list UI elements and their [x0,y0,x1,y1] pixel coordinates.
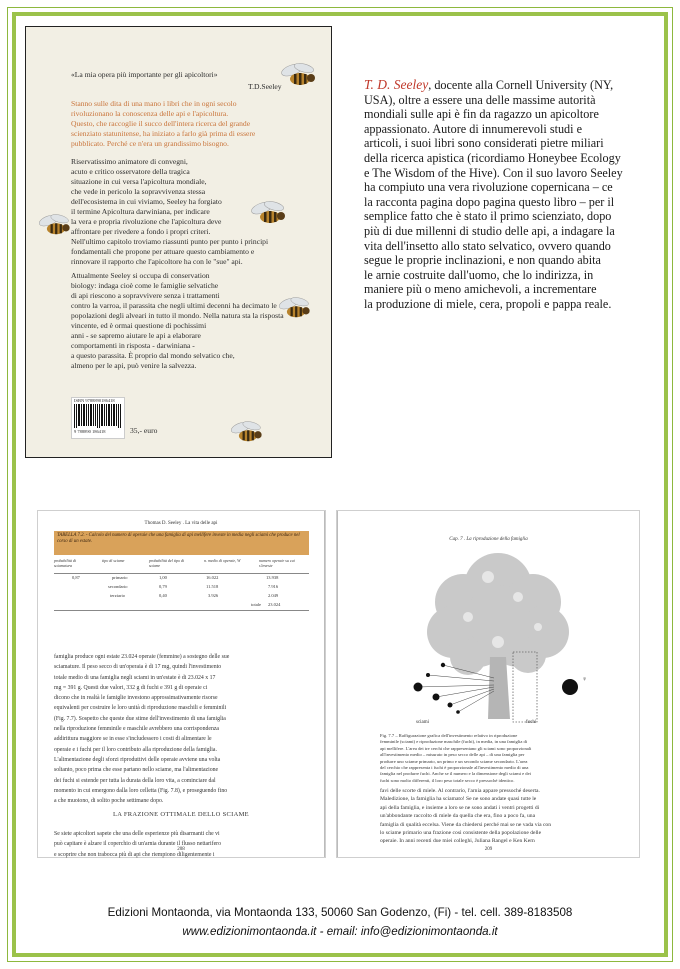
isbn-barcode [71,397,125,439]
body-line: dei fuchi si estende per tutta la durata della loro vita, a cominciare dal [54,777,216,784]
intro-line: Stanno sulle dita di una mano i libri che in ogni secolo [71,99,237,108]
left-page [38,511,325,857]
cover-price: 35,- euro [130,426,158,435]
body-line: sciamature. Il peso secco di un'operaia è di 17 mg, quindi l'investimento [54,664,222,671]
left-body [54,652,310,806]
caption-line: del cerchio che rappresenta i fuchi è proporzionale all'investimento medio di una [380,765,529,771]
body-line: api della famiglia, e insieme a loro se ne sono andati i ventri progetti di [380,804,540,811]
desc-line: mondiali sulle api è fin da ragazzo un apicoltore [364,107,599,122]
body-line: fondamentali che propone per attuare questo cambiamento e [71,247,255,256]
body-line: a che muoiono, di solito poche settimane dopo. [54,798,164,805]
table-header: numero operaie su cui s'investe [259,558,295,568]
desc-line: USA), oltre a essere una delle massime autorità [364,92,596,107]
left-after-body [54,829,310,860]
right-body [380,787,630,846]
bee-illustration [278,61,322,91]
body-line: favi delle scorte di miele. Al contrario, l'arnia appare pressoché deserta. [380,788,540,794]
table-cell: 3.926 [208,593,219,598]
cover-quote-author: T.D.Seeley [248,82,282,91]
table-cell: 0,79 [159,584,167,589]
publisher-contacts: www.edizionimontaonda.it - email: info@edizionimontaonda.it [182,925,498,938]
body-line: comportamenti in risposta - darwiniana - [71,341,195,350]
publisher-address: Edizioni Montaonda, via Montaonda 133, 50060 San Godenzo, (Fi) - tel. cell. 389-8183508 [107,906,573,919]
body-line: L'alimentazione degli sforzi riproduttivi delle operaie avviene una volta [54,756,221,763]
desc-line: ha compiuto una vera rivoluzione copernicana – ce [364,180,613,195]
table-cell: 0,40 [159,593,167,598]
label-swarms: sciami [416,720,430,725]
right-page [337,511,639,857]
desc-line: maniere più o meno amichevoli, a incrementare [364,282,597,297]
desc-line: semplice fatto che è stato il primo scienziato, dopo [364,209,612,224]
body-line: famiglia produce ogni estate 23.024 operaie (femmine) a sostegno delle sue [54,654,230,660]
table-caption-box [54,531,309,555]
body-line: a questo parassita. È proprio dal mondo selvatico che, [71,351,235,360]
barcode-digits: 9 788890 186418 [74,429,106,434]
table-cell: 11.518 [206,584,219,589]
intro-line: scienziato statunitense, ha iniziato a farlo già prima di essere [71,129,256,138]
label-female: ♀ [582,675,588,683]
body-line: Se siete apicoltori sapete che una delle esperienze più disarmanti che vi [54,831,220,837]
desc-line: della ricerca apistica (ricordiamo Honeybee Ecology [364,150,621,165]
body-line: operaie e i fuchi per il loro contributo alla riproduzione della famiglia. [54,746,217,753]
table-row [54,574,309,583]
table-cell: 1,00 [159,575,167,580]
isbn-text: ISBN 9788890186418 [74,398,115,403]
table-cell: secondario [108,584,128,589]
bee-illustration [228,419,268,447]
table-caption: TABELLA 7.2. - Calcolo del numero di operaie che una famiglia di api mellifere investe in media negli sciami che produce nel corso di un estate. [57,533,300,544]
left-running-head: Thomas D. Seeley . La vita delle api [144,521,218,526]
table-row [54,592,309,601]
body-line: (Fig. 7.7). Sospetto che queste due stime dell'investimento di una famiglia [54,715,226,722]
caption-line: femminile (sciami) e riproduzione maschile (fuchi), in media, in una famiglia di [380,739,528,745]
desc-line: vita dell'insetto allo stato selvatico, ovvero quando [364,238,611,253]
book-back-cover [25,26,332,458]
caption-line: fuchi sono molto differenti, il loro peso totale secco è pressoché identico. [380,777,515,783]
desc-line: appassionato. Autore di innumerevoli studi e [364,121,582,136]
table-cell: 7.916 [268,584,279,589]
table-cell: primario [112,575,128,580]
body-line: soltanto, poco prima che esse partano nello sciame, ma l'alimentazione [54,767,219,774]
table-7-2 [54,531,309,611]
body-line: il termine Apicoltura darwiniana, per indicare [71,207,210,216]
body-line: e scoprire che non trabocca più di api che riempiono diligentemente i [54,851,215,858]
table-cell: terziario [110,593,125,598]
table-total-value: 23.024 [268,602,281,607]
bee-illustration [248,199,292,229]
caption-line: api mellifere. L'area dei tre cerchi che rappresentano gli sciami sono proporzionali [380,745,532,751]
body-line: acuto e critico osservatore della tragica [71,167,190,176]
cover-intro [71,99,255,149]
desc-line: segue le proprie inclinazioni, e non quando abita [364,253,601,268]
caption-line: famiglia nel produrre fuchi. Anche se il numero e la dimensione degli sciami e dei [380,771,531,777]
author-name: T. D. Seeley [364,77,429,92]
desc-line: le arnie costruite dall'uomo, che lo indirizza, in [364,267,594,282]
tree-illustration [398,547,598,727]
intro-line: pubblicato. Perché ce n'era un grandissimo bisogno. [71,139,229,148]
body-line: la vera e propria rivoluzione che l'apicoltura deve [71,217,222,226]
body-line: che vede in pericolo la sopravvivenza stessa [71,187,206,196]
caption-line: all'investimento medio – misurato in peso secco delle api – di una famiglia per [380,752,525,758]
desc-text: , docente alla Cornell University (NY, [428,78,614,92]
body-line: di api riescono a sopravvivere senza i trattamenti [71,291,220,300]
body-line: affrontare per rivedere a fondo i propri criteri. [71,227,211,236]
table-header: probabilità del tipo di sciame [149,558,185,568]
body-line: Maledizione, la famiglia ha sciamato! Se ne sono andate quasi tutte le [380,796,537,803]
desc-line: articoli, i suoi libri sono considerati pietre miliari [364,136,604,151]
table-cell: 16.022 [206,575,219,580]
table-cell: 13.938 [266,575,279,580]
figure-caption [380,733,628,784]
table-total-row [54,601,309,611]
body-line: dell'ecosistema in cui viviamo, Seeley ha forgiato [71,197,222,206]
body-line: contro la varroa, il parassita che negli ultimi decenni ha decimato le [71,301,277,310]
intro-line: Questo, che raccoglie il succo dell'intera ricerca del grande [71,119,251,128]
desc-line: e The Wisdom of the Hive). Con il suo lavoro Seeley [364,165,623,180]
cover-quote: «La mia opera più importante per gli apicoltori» [71,70,218,79]
table-row [54,583,309,592]
body-line: addirittura maggiore se in esse s'includessero i costi di alimentare le [54,736,212,743]
barcode-bars [74,404,122,428]
body-line: famiglia di qualità eccelsa. Viene da chiedersi perché mai se ne vada via con [380,821,552,828]
table-header: tipo di sciame [102,558,125,563]
table-total-label: totale [251,602,261,607]
body-line: almeno per le api, può venire la salvezza. [71,361,197,370]
cover-body-1 [71,157,268,267]
body-line: rinnovare il rapporto che l'apicoltore ha con le "sue" api. [71,257,243,266]
table-header: n. medio di operaie, W [204,558,241,563]
body-line: equivalenti per costruire le loro unità di riproduzione maschili e femminili [54,705,227,712]
body-line: Riservatissimo animatore di convegni, [71,157,188,166]
body-line: un'abbondante raccolto di miele da quella che era, fino a poco fa, una [380,813,536,820]
label-drones: fuchi [526,720,537,725]
body-line: mg = 391 g. Questi due valori, 332 g di fuchi e 391 g di operaie ci [54,684,208,691]
body-line: momento in cui emergono dalla loro celletta (Fig. 7.8), e proseguendo fino [54,787,228,794]
body-line: popolazioni degli alveari in tutto il mondo. Nella natura sta la risposta [71,311,284,320]
right-page-number: 209 [484,847,493,852]
book-spread [38,511,638,857]
right-running-head: Cap. 7 . La riproduzione della famiglia [449,537,528,542]
body-line: può capitare è alzare il coperchio di un'arnia durante il flusso nettarifero [54,841,221,848]
bee-illustration [36,212,76,240]
section-title: LA FRAZIONE OTTIMALE DELLO SCIAME [113,811,249,818]
table-cell: 0,87 [72,575,80,580]
left-page-number: 208 [177,847,185,852]
table-cell: 2.049 [268,593,279,598]
caption-line: produrre uno sciame primario, un primo e un secondo sciame secondario. L'area [380,758,528,764]
body-line: Nell'ultimo capitolo troviamo riassunti punto per punto i principi [71,237,269,246]
caption-line: Fig. 7.7 – Raffigurazione grafica dell'investimento relativo in riproduzione [380,733,518,738]
body-line: lo sciame primario una frazione così consistente della popolazione delle [380,830,542,837]
body-line: situazione in cui versa l'apicoltura mondiale, [71,177,207,186]
desc-line-1 [364,78,652,93]
body-line: operaie. In anni recenti due miei colleghi, Juliana Rangel e Ken Kern [380,838,535,845]
bee-illustration [276,295,316,323]
desc-line: la racconta pagina dopo pagina questo libro – per il [364,194,615,209]
body-line: dicono che in realtà le famiglie investono approssimativamente risorse [54,695,218,702]
body-line: totale medio di una famiglia negli sciami in un'estate è di 23.024 x 17 [54,674,216,681]
desc-line: la produzione di miele, cera, propoli e pappa reale. [364,296,612,311]
body-line: Attualmente Seeley si occupa di conservation [71,271,210,280]
body-line: biology: indaga cioè come le famiglie selvatiche [71,281,219,290]
author-description [364,78,652,312]
body-line: nella riproduzione femminile e maschile avrebbero una corrispondenza [54,726,219,733]
cover-body-2 [71,271,284,371]
body-line: vincente, ed è ormai questione di pochissimi [71,321,207,330]
desc-line: più di due millenni di studio delle api, a indagare la [364,223,615,238]
intro-line: rivoluzionano la conoscenza delle api e l'apicoltura. [71,109,229,118]
body-line: anni - se sapremo aiutare le api a elaborare [71,331,201,340]
table-header-row [54,555,309,574]
table-header: probabilità di sciamatura [54,558,76,568]
